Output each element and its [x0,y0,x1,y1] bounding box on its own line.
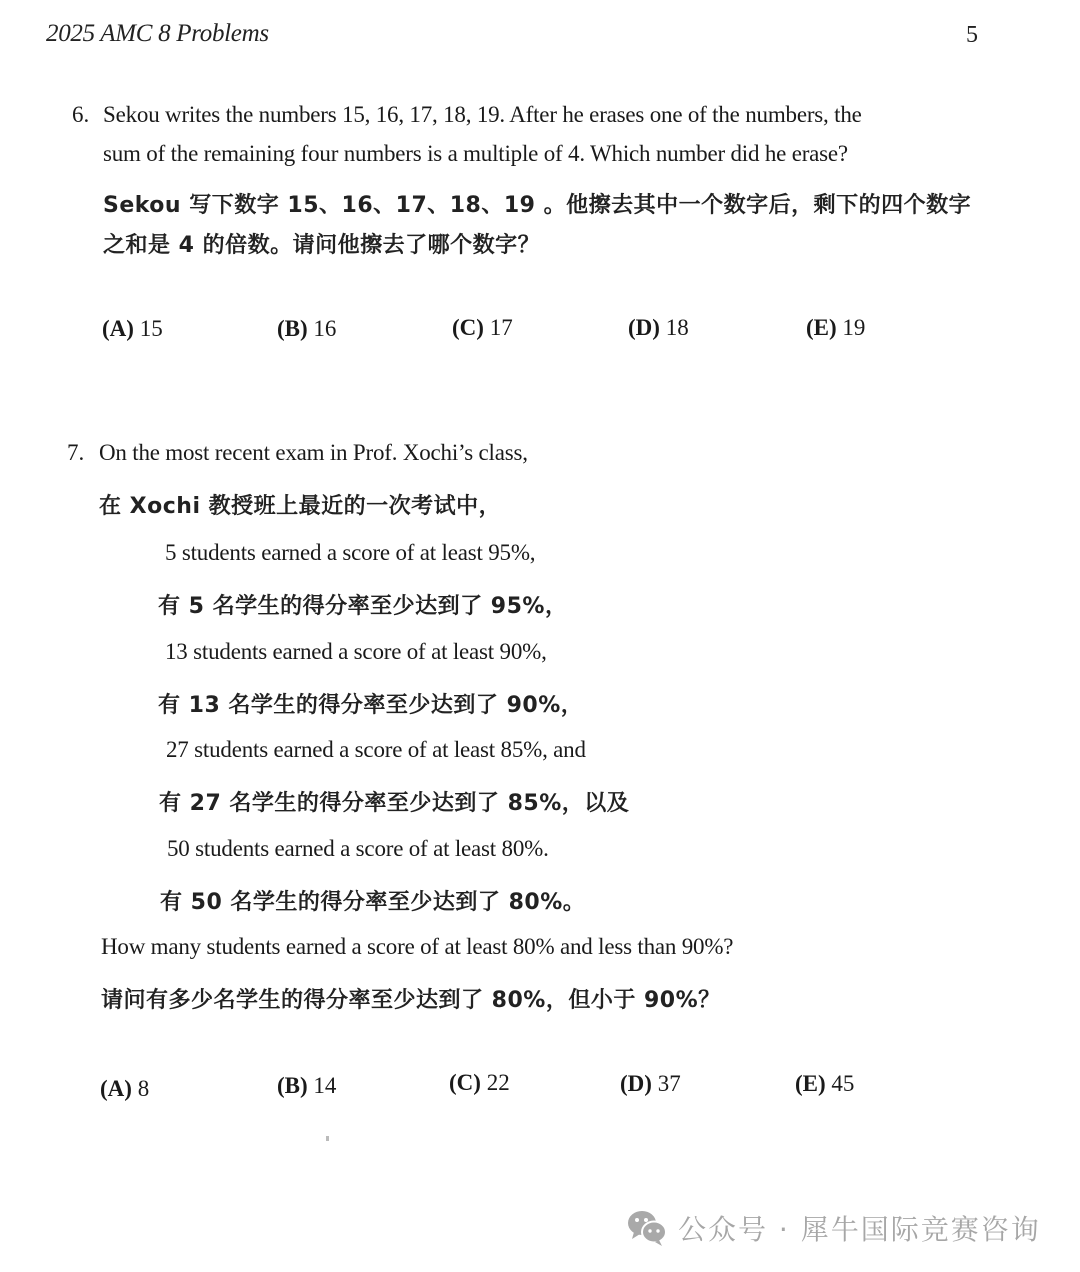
problem-intro-en: On the most recent exam in Prof. Xochi’s class, [99,440,528,465]
problem-number: 7. [67,440,85,465]
choice-d[interactable]: (D) 37 [620,1071,681,1096]
problem-text-zh-line-2: 之和是 4 的倍数。请问他擦去了哪个数字？ [103,233,541,258]
condition-en-3: 27 students earned a score of at least 85%, and [166,737,586,762]
condition-en-4: 50 students earned a score of at least 80%. [167,836,549,861]
choice-b[interactable]: (B) 14 [277,1073,337,1098]
question-zh: 请问有多少名学生的得分率至少达到了 80%，但小于 90%？ [101,988,721,1013]
condition-zh-3: 有 27 名学生的得分率至少达到了 85%，以及 [159,791,630,816]
wechat-watermark [626,1208,1041,1248]
problem-intro-zh: 在 Xochi 教授班上最近的一次考试中， [99,494,502,519]
problem-number: 6. [72,102,90,127]
choice-b[interactable]: (B) 16 [277,316,337,341]
problem-text-en-line-2: sum of the remaining four numbers is a multiple of 4. Which number did he erase? [103,141,848,166]
choice-c[interactable]: (C) 22 [449,1070,510,1095]
condition-en-2: 13 students earned a score of at least 90%, [165,639,547,664]
condition-zh-1: 有 5 名学生的得分率至少达到了 95%， [158,594,568,619]
condition-zh-4: 有 50 名学生的得分率至少达到了 80%。 [160,890,586,915]
wechat-icon [626,1209,668,1247]
question-en: How many students earned a score of at least 80% and less than 90%? [101,934,734,959]
condition-zh-2: 有 13 名学生的得分率至少达到了 90%， [158,693,584,718]
choice-e[interactable]: (E) 45 [795,1071,855,1096]
choice-a[interactable]: (A) 8 [100,1076,150,1101]
page-number: 5 [966,22,978,48]
watermark-text: 公众号 · 犀牛国际竞赛咨询 [678,1213,1041,1246]
condition-en-1: 5 students earned a score of at least 95%, [165,540,536,565]
choice-d[interactable]: (D) 18 [628,315,689,340]
page-header-title: 2025 AMC 8 Problems [46,20,269,47]
stray-mark [326,1136,329,1141]
choice-a[interactable]: (A) 15 [102,316,163,341]
problem-text-en-line-1: Sekou writes the numbers 15, 16, 17, 18, 19. After he erases one of the numbers, the [103,102,862,127]
problem-text-zh-line-1: Sekou 写下数字 15、16、17、18、19 。他擦去其中一个数字后，剩下的四个数字 [103,193,972,218]
choice-c[interactable]: (C) 17 [452,315,513,340]
choice-e[interactable]: (E) 19 [806,315,866,340]
